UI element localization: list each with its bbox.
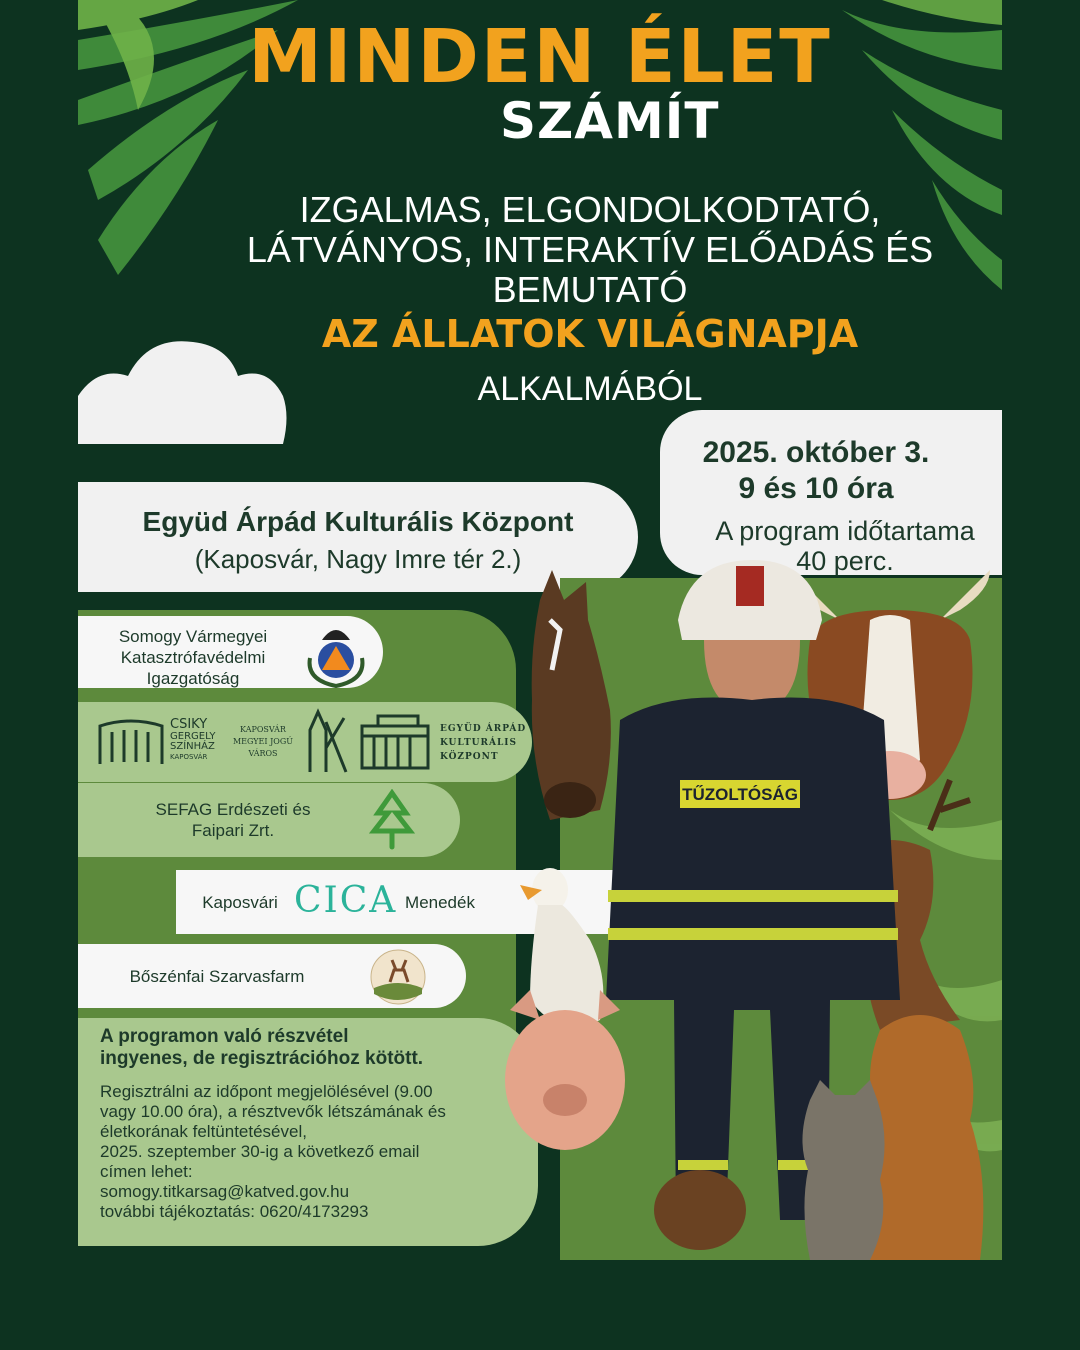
partner-name-line: Katasztrófavédelmi bbox=[120, 648, 266, 667]
subtitle bbox=[160, 190, 1020, 310]
logo-line: VÁROS bbox=[248, 749, 278, 758]
body-line: életkorának feltüntetésével, bbox=[100, 1122, 307, 1141]
firefighter-animals-illustration bbox=[490, 560, 1002, 1260]
logo-line: SZÍNHÁZ bbox=[170, 741, 215, 752]
body-line: Regisztrálni az időpont megjelölésével (9.00 bbox=[100, 1082, 433, 1101]
headline-line: ingyenes, de regisztrációhoz kötött. bbox=[100, 1048, 424, 1069]
logo-line: MEGYEI JOGÚ bbox=[232, 737, 293, 746]
partner-name-line: Igazgatóság bbox=[146, 669, 240, 688]
body-line: 2025. szeptember 30-ig a következő email bbox=[100, 1142, 420, 1161]
venue-address: (Kaposvár, Nagy Imre tér 2.) bbox=[194, 544, 522, 574]
partner-name-line: SEFAG Erdészeti és bbox=[155, 800, 311, 819]
katved-emblem-icon bbox=[300, 618, 372, 688]
logo-line: CSIKY bbox=[170, 717, 208, 732]
occasion-suffix: ALKALMÁBÓL bbox=[477, 370, 703, 408]
horse-illustration bbox=[532, 570, 611, 820]
cat-illustration bbox=[802, 1080, 884, 1260]
venue-name: Együd Árpád Kulturális Központ bbox=[142, 506, 574, 537]
subtitle-line: IZGALMAS, ELGONDOLKODTATÓ, bbox=[299, 189, 881, 230]
partner-szarvasfarm-name: Bőszénfai Szarvasfarm bbox=[129, 967, 305, 986]
sefag-tree-icon bbox=[368, 789, 416, 851]
subtitle-line: BEMUTATÓ bbox=[492, 269, 688, 310]
subtitle-line: LÁTVÁNYOS, INTERAKTÍV ELŐADÁS ÉS bbox=[246, 229, 934, 270]
csiky-logo-text bbox=[170, 718, 215, 762]
firefighter-badge-text: TŰZOLTÓSÁG bbox=[682, 785, 798, 804]
event-time: 9 és 10 óra bbox=[738, 472, 894, 505]
event-date: 2025. október 3. bbox=[702, 436, 930, 469]
deer-farm-icon bbox=[368, 948, 428, 1006]
logo-line: EGYÜD ÁRPÁD bbox=[440, 724, 527, 734]
registration-headline bbox=[100, 1026, 520, 1070]
dog-illustration bbox=[870, 1015, 983, 1260]
partner-cica-right: Menedék bbox=[405, 893, 475, 912]
headline-line: A programon való részvétel bbox=[100, 1026, 349, 1047]
partner-cica-left: Kaposvári bbox=[202, 893, 278, 912]
registration-box bbox=[78, 1018, 538, 1246]
egyud-building-icon bbox=[358, 712, 432, 770]
main-title-second-line: SZÁMÍT bbox=[500, 92, 720, 150]
beaver-illustration bbox=[654, 1170, 746, 1250]
cica-logo-icon: CICA bbox=[294, 880, 398, 921]
registration-body bbox=[100, 1082, 520, 1222]
logo-line: KÖZPONT bbox=[440, 752, 499, 762]
body-line: címen lehet: bbox=[100, 1162, 193, 1181]
phone-info: további tájékoztatás: 0620/4173293 bbox=[100, 1202, 369, 1221]
duration-line: A program időtartama bbox=[715, 516, 975, 546]
partner-szarvasfarm bbox=[78, 944, 466, 1008]
partner-katved bbox=[78, 616, 383, 688]
main-title: MINDEN ÉLET bbox=[248, 14, 832, 100]
date-box bbox=[660, 410, 1002, 575]
body-line: vagy 10.00 óra), a résztvevők létszámának és bbox=[100, 1102, 446, 1121]
logo-line: GERGELY bbox=[170, 731, 216, 742]
partner-sefag bbox=[78, 783, 460, 857]
email-address[interactable]: somogy.titkarsag@katved.gov.hu bbox=[100, 1182, 350, 1201]
logo-line: KAPOSVÁR bbox=[170, 753, 208, 761]
pig-illustration bbox=[505, 990, 625, 1150]
duration-line: 40 perc. bbox=[796, 546, 894, 576]
logo-line: KAPOSVÁR bbox=[240, 725, 286, 734]
partner-name-line: Somogy Vármegyei bbox=[118, 627, 268, 646]
partner-katved-name bbox=[88, 626, 298, 689]
partner-sefag-name bbox=[118, 799, 348, 841]
cloud-icon bbox=[78, 336, 290, 446]
partner-logos-row bbox=[78, 702, 532, 782]
occasion-highlight: AZ ÁLLATOK VILÁGNAPJA bbox=[321, 312, 859, 356]
kaposvar-tower-icon bbox=[300, 708, 350, 776]
partner-name-line: Faipari Zrt. bbox=[191, 821, 275, 840]
csiky-theatre-icon bbox=[96, 716, 166, 766]
kaposvar-logo-text bbox=[228, 724, 298, 760]
logo-line: KULTURÁLIS bbox=[440, 738, 517, 748]
